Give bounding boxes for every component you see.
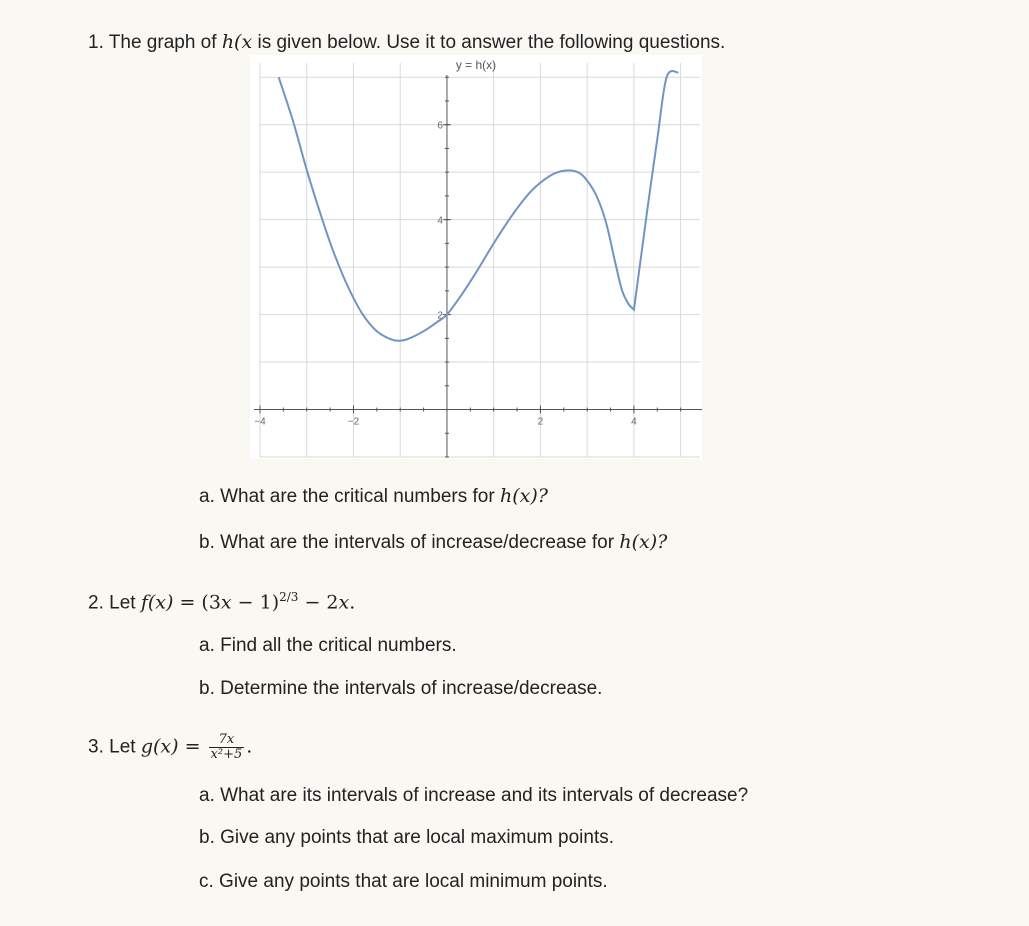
q1-b-text: b. What are the intervals of increase/decrease for: [199, 532, 620, 553]
q2-tail: − 2: [298, 591, 339, 614]
q2-prefix: 2. Let: [88, 592, 141, 614]
q3-fraction: [209, 733, 245, 762]
q2-exponent: 2/3: [279, 590, 299, 604]
q3-prefix: 3. Let: [88, 736, 141, 758]
q3-part-b: b. Give any points that are local maximum points.: [199, 827, 615, 848]
q3-end: .: [246, 735, 253, 758]
q2-lhs: f(x): [140, 591, 174, 614]
q1-func: h(x: [221, 31, 253, 53]
q2-end: .: [349, 591, 356, 614]
graph-h: [250, 55, 702, 459]
q1-a-math: h(x)?: [499, 485, 548, 507]
q1-part-b: [199, 531, 667, 554]
x-tick-label: 4: [631, 416, 637, 428]
q3-lhs: g(x): [140, 735, 179, 758]
y-tick-label: 4: [437, 215, 443, 227]
q2-mid: − 1): [231, 591, 280, 614]
graph-title: y = h(x): [455, 58, 497, 72]
q3-part-c: c. Give any points that are local minimum points.: [199, 871, 608, 892]
q3-denominator: x²+5: [210, 747, 243, 762]
x-tick-label: −2: [347, 416, 360, 428]
q2-x2: x: [338, 591, 350, 614]
q1-rest: is given below. Use it to answer the following questions.: [252, 32, 726, 53]
y-tick-label: 2: [437, 310, 443, 322]
q2-part-b: b. Determine the intervals of increase/decrease.: [199, 678, 603, 699]
q2-eq: = (3: [173, 591, 221, 614]
question-3: [88, 733, 252, 762]
q3-numerator: 7x: [209, 733, 245, 748]
q1-part-a: [199, 485, 548, 508]
q3-eq: =: [178, 735, 207, 758]
q3-part-a: a. What are its intervals of increase and its intervals of decrease?: [199, 785, 749, 806]
x-tick-label: −4: [254, 416, 266, 428]
question-1: [88, 31, 725, 54]
q2-x1: x: [220, 591, 232, 614]
q1-a-text: a. What are the critical numbers for: [199, 486, 500, 507]
q1-b-math: h(x)?: [619, 531, 668, 553]
y-tick-label: 6: [437, 120, 443, 132]
question-2: [88, 590, 355, 614]
x-tick-label: 2: [537, 416, 544, 428]
q2-part-a: a. Find all the critical numbers.: [199, 635, 457, 656]
q1-text: 1. The graph of: [88, 32, 222, 53]
